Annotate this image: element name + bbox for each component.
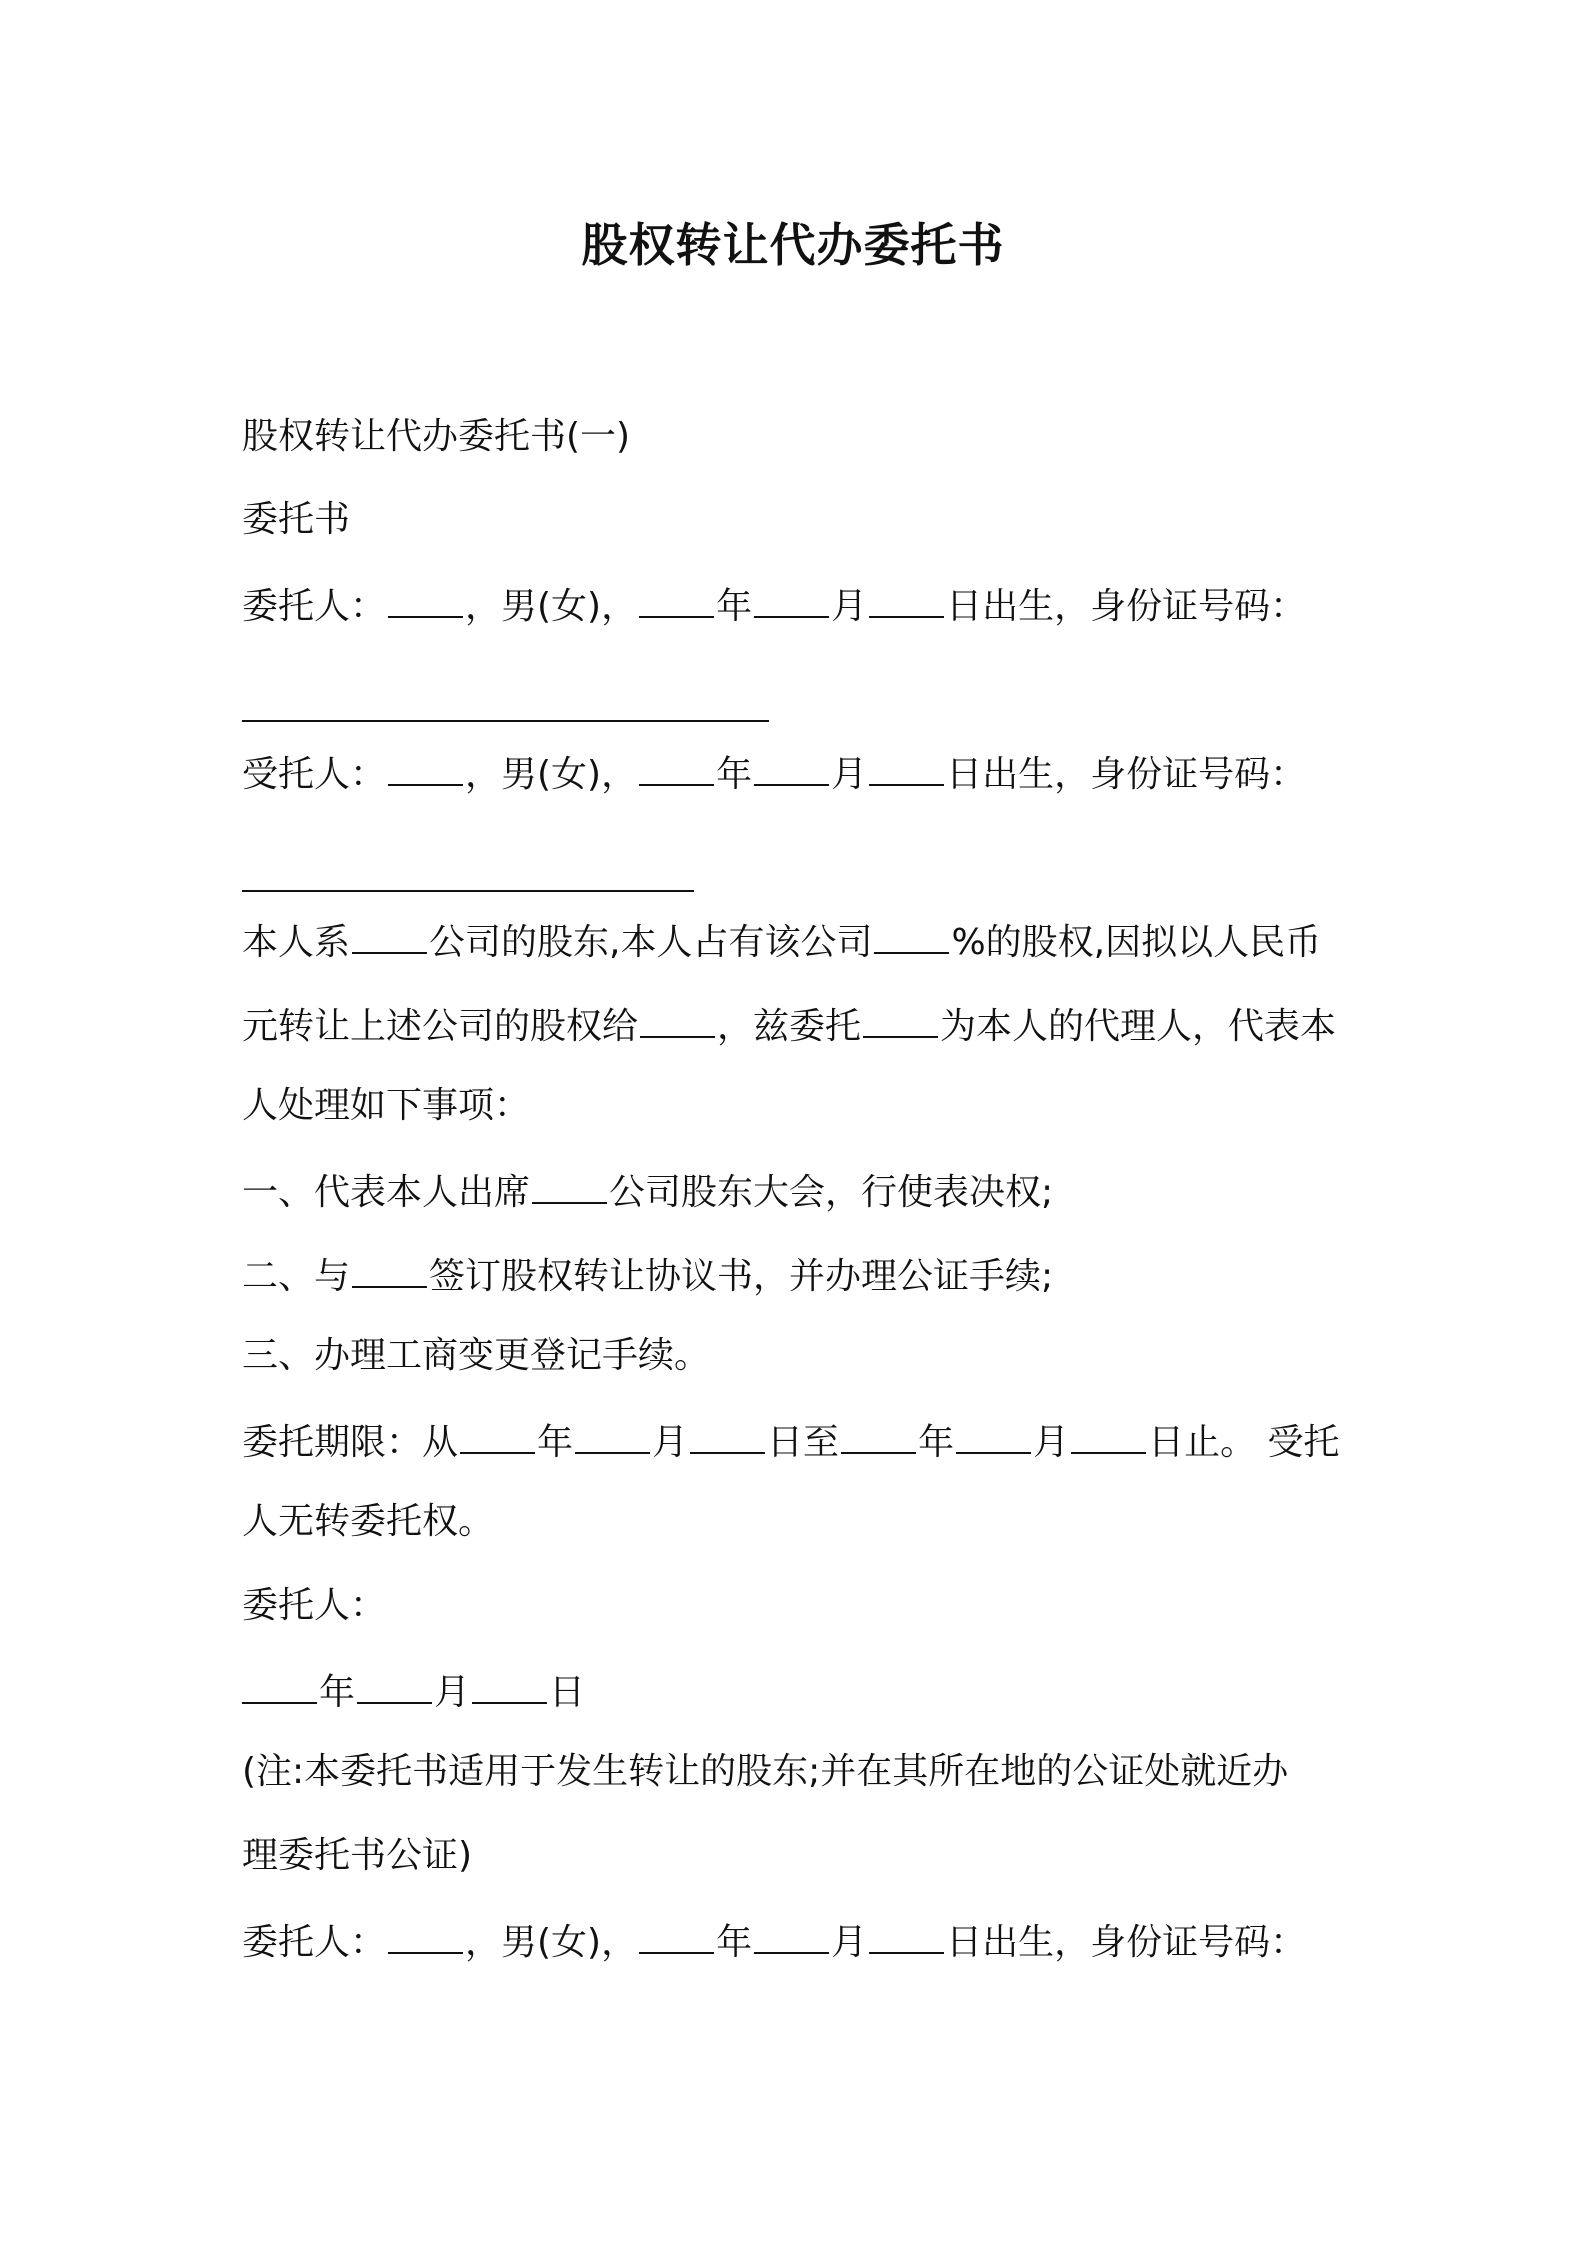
body-text: 元转让上述公司的股权给 (242, 1006, 639, 1047)
body-line-2 (242, 998, 1336, 1048)
id-number-blank (242, 890, 694, 892)
item-1 (242, 1164, 1053, 1214)
birth-text: 日出生，身份证号码： (946, 754, 1307, 795)
principal-label: 委托人： (242, 1922, 387, 1963)
month-blank (754, 746, 829, 786)
body-text: ，兹委托 (717, 1006, 862, 1047)
agent-line (242, 746, 1306, 796)
year-text: 年 (716, 1922, 753, 1963)
agent-blank (863, 998, 938, 1038)
month-text: 月 (831, 586, 868, 627)
note-line-2: 理委托书公证) (242, 1835, 473, 1876)
year-text: 年 (716, 586, 753, 627)
party-blank (352, 1248, 427, 1288)
term-line-2: 人无转委托权。 (242, 1501, 495, 1542)
percent-blank (874, 914, 949, 954)
term-label: 委托期限：从 (242, 1422, 459, 1463)
item-text: 公司股东大会，行使表决权; (609, 1172, 1054, 1213)
month-blank (357, 1664, 432, 1704)
year-blank (639, 746, 714, 786)
principal-line-2 (242, 1914, 1306, 1964)
body-text: %的股权,因拟以人民币 (951, 922, 1322, 963)
signature-label: 委托人： (242, 1585, 387, 1626)
gender-text: ，男(女)， (465, 754, 638, 795)
gender-text: ，男(女)， (465, 1922, 638, 1963)
birth-text: 日出生，身份证号码： (946, 1922, 1307, 1963)
item-2 (242, 1248, 1053, 1298)
item-text: 二、与 (242, 1256, 351, 1297)
day-blank (1071, 1414, 1146, 1454)
month-text: 月 (831, 1922, 868, 1963)
body-text: 公司的股东,本人占有该公司 (429, 922, 873, 963)
term-line (242, 1414, 1340, 1464)
year-blank (242, 1664, 317, 1704)
agent-label: 受托人： (242, 754, 387, 795)
name-blank (388, 1914, 463, 1954)
company-blank (352, 914, 427, 954)
transferee-blank (640, 998, 715, 1038)
year-blank (460, 1414, 535, 1454)
item-3: 三、办理工商变更登记手续。 (242, 1335, 711, 1376)
body-text: 为本人的代理人，代表本 (940, 1006, 1337, 1047)
end-text: 日止。 受托 (1148, 1422, 1340, 1463)
name-blank (388, 746, 463, 786)
principal-label: 委托人： (242, 586, 387, 627)
date-line (242, 1664, 585, 1714)
day-blank (472, 1664, 547, 1704)
to-text: 日至 (767, 1422, 840, 1463)
year-text: 年 (319, 1672, 356, 1713)
birth-text: 日出生，身份证号码： (946, 586, 1307, 627)
company-blank (532, 1164, 607, 1204)
gender-text: ，男(女)， (465, 586, 638, 627)
year-text: 年 (716, 754, 753, 795)
year-blank (639, 1914, 714, 1954)
name-blank (388, 578, 463, 618)
day-blank (690, 1414, 765, 1454)
document-title: 股权转让代办委托书 (581, 218, 1005, 272)
body-line-3: 人处理如下事项： (242, 1085, 531, 1126)
body-line-1 (242, 914, 1321, 964)
principal-line (242, 578, 1306, 628)
month-text: 月 (1033, 1422, 1070, 1463)
item-text: 签订股权转让协议书，并办理公证手续; (429, 1256, 1054, 1297)
year-text: 年 (918, 1422, 955, 1463)
month-text: 月 (652, 1422, 689, 1463)
year-blank (639, 578, 714, 618)
section-heading: 委托书 (242, 499, 351, 540)
note-line-1: (注:本委托书适用于发生转让的股东;并在其所在地的公证处就近办 (242, 1751, 1289, 1792)
item-text: 一、代表本人出席 (242, 1172, 531, 1213)
month-blank (754, 578, 829, 618)
month-text: 月 (434, 1672, 471, 1713)
day-blank (869, 746, 944, 786)
body-text: 本人系 (242, 922, 351, 963)
month-blank (956, 1414, 1031, 1454)
day-text: 日 (549, 1672, 586, 1713)
day-blank (869, 578, 944, 618)
month-text: 月 (831, 754, 868, 795)
year-blank (841, 1414, 916, 1454)
year-text: 年 (537, 1422, 574, 1463)
month-blank (754, 1914, 829, 1954)
day-blank (869, 1914, 944, 1954)
month-blank (575, 1414, 650, 1454)
subtitle: 股权转让代办委托书(一) (242, 416, 631, 457)
id-number-blank (242, 720, 769, 722)
